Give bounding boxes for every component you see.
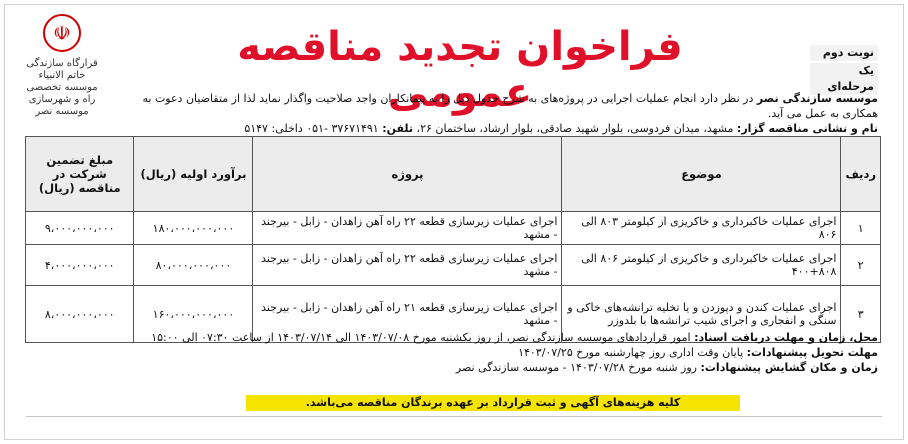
cell-estimate: ۱۸۰،۰۰۰،۰۰۰،۰۰۰ bbox=[134, 212, 253, 245]
info-text: پایان وقت اداری روز چهارشنبه مورخ ۱۴۰۳/۰۷/۲۵ bbox=[518, 346, 744, 359]
intro-line-2 bbox=[110, 121, 878, 136]
intro-text bbox=[110, 91, 878, 136]
header-project: پروژه bbox=[253, 137, 562, 212]
header-guarantee: مبلغ تضمین شرکت در مناقصه (ریال) bbox=[26, 137, 134, 212]
intro-line-1 bbox=[110, 91, 878, 121]
phone-text: ۳۷۶۷۱۴۹۱ -۰۵۱ داخلی: ۵۱۴۷ bbox=[244, 122, 379, 135]
logo-line: قرارگاه سازندگی خاتم الانبیاء bbox=[26, 58, 98, 81]
info-line bbox=[110, 360, 878, 375]
table-row bbox=[26, 245, 881, 286]
org-text: در نظر دارد انجام عملیات اجرایی در پروژه‌های به شرح جدول ذیل را به پیمانکاران واجد صلاحیت واگذار نماید لذا از متقاضیان دعوت به همکاری به عمل می آید. bbox=[142, 92, 878, 120]
cell-subject: اجرای عملیات خاکبرداری و خاکریزی از کیلومتر ۸۰۶ الی ۸۰۸+۴۰۰ bbox=[562, 245, 841, 286]
address-label: نام و نشانی مناقصه گزار: bbox=[736, 122, 878, 135]
cell-row-number: ۱ bbox=[841, 212, 881, 245]
address-text: مشهد، میدان فردوسی، بلوار شهید صادقی، بلوار ارشاد، ساختمان ۲۶، bbox=[416, 122, 734, 135]
cell-estimate: ۸۰،۰۰۰،۰۰۰،۰۰۰ bbox=[134, 245, 253, 286]
cell-project: اجرای عملیات زیرسازی قطعه ۲۲ راه آهن زاهدان - زابل - بیرجند - مشهد bbox=[253, 245, 562, 286]
header-subject: موضوع bbox=[562, 137, 841, 212]
info-line bbox=[110, 345, 878, 360]
table-row bbox=[26, 212, 881, 245]
cell-project: اجرای عملیات زیرسازی قطعه ۲۱ راه آهن زاهدان - زابل - بیرجند - مشهد bbox=[253, 286, 562, 343]
cell-guarantee: ۸،۰۰۰،۰۰۰،۰۰۰ bbox=[26, 286, 134, 343]
cell-estimate: ۱۶۰،۰۰۰،۰۰۰،۰۰۰ bbox=[134, 286, 253, 343]
phone-label: تلفن: bbox=[382, 122, 414, 135]
tender-table bbox=[25, 136, 881, 343]
info-text: امور قراردادهای موسسه سازندگی نصر، از روز یکشنبه مورخ ۱۴۰۳/۰۷/۰۸ الی ۱۴۰۳/۰۷/۱۴ از ساعت ۰۷:۳۰ الی ۱۵:۰۰ bbox=[151, 331, 691, 344]
cell-project: اجرای عملیات زیرسازی قطعه ۲۲ راه آهن زاهدان - زابل - بیرجند - مشهد bbox=[253, 212, 562, 245]
info-label: زمان و مکان گشایش پیشنهادات: bbox=[700, 361, 878, 374]
info-label: محل، زمان و مهلت دریافت اسناد: bbox=[694, 331, 878, 344]
cell-row-number: ۳ bbox=[841, 286, 881, 343]
header-row-number: ردیف bbox=[841, 137, 881, 212]
info-line bbox=[110, 330, 878, 345]
page-title: فراخوان تجدید مناقصه عمومی bbox=[237, 24, 683, 116]
cell-guarantee: ۴،۰۰۰،۰۰۰،۰۰۰ bbox=[26, 245, 134, 286]
table-header bbox=[26, 137, 881, 212]
round-number: نوبت دوم bbox=[810, 45, 878, 61]
org-label: موسسه سازندگی نصر bbox=[756, 92, 878, 105]
cell-guarantee: ۹،۰۰۰،۰۰۰،۰۰۰ bbox=[26, 212, 134, 245]
cell-subject: اجرای عملیات کندن و دپوزدن و یا تخلیه ترانشه‌های خاکی و سنگی و انفجاری و اجرای شیب ترانشه‌ها با بلدوزر bbox=[562, 286, 841, 343]
info-label: مهلت تحویل پیشنهادات: bbox=[746, 346, 878, 359]
bottom-divider bbox=[26, 416, 882, 417]
header-estimate: برآورد اولیه (ریال) bbox=[134, 137, 253, 212]
iran-emblem-icon: ☫ bbox=[43, 14, 81, 52]
round-type: یک مرحله‌ای bbox=[810, 63, 878, 95]
organization-logo bbox=[26, 10, 98, 128]
logo-line: موسسه تخصصی راه و شهرسازی bbox=[26, 82, 98, 105]
cell-row-number: ۲ bbox=[841, 245, 881, 286]
cell-subject: اجرای عملیات خاکبرداری و خاکریزی از کیلومتر ۸۰۳ الی ۸۰۶ bbox=[562, 212, 841, 245]
info-text: روز شنبه مورخ ۱۴۰۳/۰۷/۲۸ - موسسه سازندگی نصر bbox=[455, 361, 697, 374]
round-badge bbox=[810, 45, 878, 97]
footer-note: کلیه هزینه‌های آگهی و ثبت قرارداد بر عهده برندگان مناقصه می‌باشد. bbox=[246, 395, 740, 411]
logo-line: موسسه نصر bbox=[35, 106, 89, 117]
tender-info bbox=[110, 330, 878, 375]
logo-calligraphy bbox=[26, 58, 98, 118]
